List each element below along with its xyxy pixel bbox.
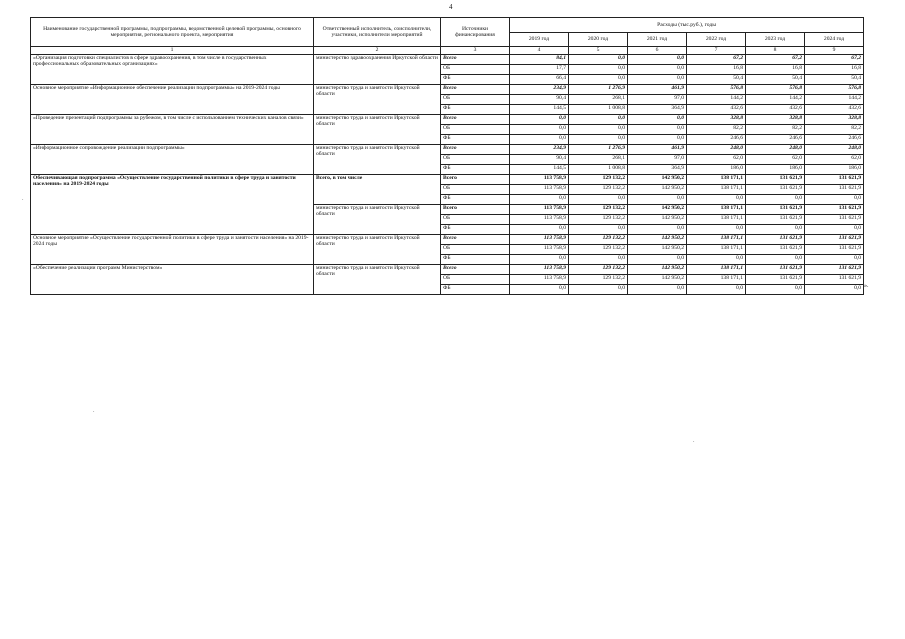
value-cell: 144,5	[510, 105, 569, 115]
value-cell: 142 950,2	[628, 185, 687, 195]
value-cell: 0,0	[510, 125, 569, 135]
value-cell: 144,2	[687, 95, 746, 105]
value-cell: 0,0	[569, 55, 628, 65]
value-cell: 576,8	[805, 85, 864, 95]
header-year: 2022 год	[687, 33, 746, 47]
funding-source-cell: Всего	[441, 145, 510, 155]
header-expenses: Расходы (тыс.руб.), годы	[510, 18, 864, 33]
value-cell: 1 276,9	[569, 145, 628, 155]
header-year: 2021 год	[628, 33, 687, 47]
value-cell: 576,8	[746, 85, 805, 95]
table-row	[31, 175, 864, 185]
funding-source-cell: ОБ	[441, 95, 510, 105]
value-cell: 0,0	[628, 75, 687, 85]
column-number: 7	[687, 47, 746, 55]
value-cell: 16,8	[687, 65, 746, 75]
value-cell: 248,0	[687, 145, 746, 155]
program-name-cell: Основное мероприятие «Информационное обеспечение реализации подпрограммы» на 2019-2024 годы	[31, 85, 314, 115]
stray-dot: .	[693, 438, 695, 444]
table-row	[31, 265, 864, 275]
value-cell: 248,0	[805, 145, 864, 155]
table-row	[31, 115, 864, 125]
value-cell: 131 621,9	[805, 205, 864, 215]
column-number: 6	[628, 47, 687, 55]
funding-source-cell: ОБ	[441, 245, 510, 255]
value-cell: 113 758,9	[510, 215, 569, 225]
value-cell: 138 171,1	[687, 245, 746, 255]
value-cell: 432,6	[746, 105, 805, 115]
value-cell: 82,2	[746, 125, 805, 135]
funding-source-cell: ФБ	[441, 255, 510, 265]
value-cell: 50,4	[687, 75, 746, 85]
value-cell: 186,0	[687, 165, 746, 175]
value-cell: 138 171,1	[687, 275, 746, 285]
executor-cell: министерство труда и занятости Иркутской области	[314, 145, 441, 175]
value-cell: 82,2	[805, 125, 864, 135]
value-cell: 138 171,1	[687, 205, 746, 215]
executor-cell: министерство здравоохранения Иркутской области	[314, 55, 441, 85]
value-cell: 131 621,9	[746, 215, 805, 225]
value-cell: 0,0	[628, 115, 687, 125]
value-cell: 0,0	[510, 225, 569, 235]
funding-source-cell: ФБ	[441, 285, 510, 295]
value-cell: 0,0	[510, 195, 569, 205]
value-cell: 82,2	[687, 125, 746, 135]
value-cell: 138 171,1	[687, 185, 746, 195]
program-name-cell: «Обеспечение реализации программ Министерством»	[31, 265, 314, 295]
value-cell: 186,0	[805, 165, 864, 175]
funding-source-cell: ОБ	[441, 155, 510, 165]
value-cell: 62,0	[687, 155, 746, 165]
funding-source-cell: ФБ	[441, 165, 510, 175]
column-number: 1	[31, 47, 314, 55]
value-cell: 0,0	[805, 285, 864, 295]
value-cell: 129 132,2	[569, 185, 628, 195]
value-cell: 0,0	[628, 125, 687, 135]
column-number: 9	[805, 47, 864, 55]
funding-source-cell: Всего	[441, 265, 510, 275]
stray-dot: .	[22, 196, 24, 202]
value-cell: 0,0	[628, 285, 687, 295]
value-cell: 62,0	[805, 155, 864, 165]
value-cell: 142 950,2	[628, 215, 687, 225]
funding-source-cell: ФБ	[441, 75, 510, 85]
value-cell: 0,0	[569, 255, 628, 265]
value-cell: 67,2	[687, 55, 746, 65]
value-cell: 0,0	[687, 225, 746, 235]
value-cell: 0,0	[569, 75, 628, 85]
value-cell: 248,0	[746, 145, 805, 155]
value-cell: 131 621,9	[805, 175, 864, 185]
value-cell: 0,0	[569, 115, 628, 125]
value-cell: 461,9	[628, 145, 687, 155]
value-cell: 0,0	[628, 55, 687, 65]
value-cell: 0,0	[569, 225, 628, 235]
value-cell: 144,2	[746, 95, 805, 105]
funding-source-cell: Всего	[441, 175, 510, 185]
value-cell: 138 171,1	[687, 215, 746, 225]
value-cell: 268,1	[569, 155, 628, 165]
header-year: 2024 год	[805, 33, 864, 47]
value-cell: 131 621,9	[805, 245, 864, 255]
value-cell: 113 758,9	[510, 175, 569, 185]
program-name-cell: «Организация подготовки специалистов в сфере здравоохранения, в том числе в государственных профессиональных образовательных организациях»	[31, 55, 314, 85]
value-cell: 17,7	[510, 65, 569, 75]
table-row	[31, 235, 864, 245]
value-cell: 0,0	[628, 65, 687, 75]
value-cell: 138 171,1	[687, 175, 746, 185]
value-cell: 364,9	[628, 105, 687, 115]
value-cell: 0,0	[510, 115, 569, 125]
value-cell: 16,8	[805, 65, 864, 75]
value-cell: 0,0	[746, 285, 805, 295]
value-cell: 1 008,8	[569, 165, 628, 175]
value-cell: 328,8	[687, 115, 746, 125]
value-cell: 0,0	[569, 125, 628, 135]
value-cell: 129 132,2	[569, 245, 628, 255]
funding-source-cell: ОБ	[441, 65, 510, 75]
value-cell: 67,2	[746, 55, 805, 65]
value-cell: 364,9	[628, 165, 687, 175]
value-cell: 328,8	[805, 115, 864, 125]
value-cell: 131 621,9	[805, 215, 864, 225]
value-cell: 0,0	[510, 255, 569, 265]
value-cell: 97,0	[628, 95, 687, 105]
funding-source-cell: ФБ	[441, 225, 510, 235]
value-cell: 129 132,2	[569, 265, 628, 275]
funding-source-cell: Всего	[441, 115, 510, 125]
value-cell: 67,2	[805, 55, 864, 65]
value-cell: 131 621,9	[746, 175, 805, 185]
value-cell: 131 621,9	[746, 265, 805, 275]
value-cell: 131 621,9	[805, 235, 864, 245]
value-cell: 131 621,9	[746, 235, 805, 245]
value-cell: 246,6	[687, 135, 746, 145]
value-cell: 50,4	[805, 75, 864, 85]
value-cell: 90,4	[510, 95, 569, 105]
value-cell: 186,0	[746, 165, 805, 175]
value-cell: 461,9	[628, 85, 687, 95]
value-cell: 129 132,2	[569, 235, 628, 245]
funding-source-cell: ФБ	[441, 135, 510, 145]
funding-source-cell: ОБ	[441, 275, 510, 285]
value-cell: 0,0	[746, 195, 805, 205]
page-number: 4	[449, 3, 453, 11]
table-body	[31, 55, 864, 295]
value-cell: 432,6	[805, 105, 864, 115]
value-cell: 246,6	[805, 135, 864, 145]
program-name-cell: Основное мероприятие «Осуществление государственной политики в сфере труда и занятости населения» на 2019-2024 годы	[31, 235, 314, 265]
value-cell: 129 132,2	[569, 275, 628, 285]
value-cell: 97,0	[628, 155, 687, 165]
executor-cell: Всего, в том числе	[314, 175, 441, 205]
value-cell: 0,0	[687, 195, 746, 205]
table-row	[31, 55, 864, 65]
value-cell: 113 758,9	[510, 265, 569, 275]
value-cell: 144,2	[805, 95, 864, 105]
value-cell: 0,0	[805, 225, 864, 235]
executor-cell: министерство труда и занятости Иркутской области	[314, 205, 441, 235]
value-cell: 0,0	[628, 135, 687, 145]
value-cell: 0,0	[687, 285, 746, 295]
column-number: 3	[441, 47, 510, 55]
value-cell: 113 758,9	[510, 185, 569, 195]
value-cell: 138 171,1	[687, 235, 746, 245]
executor-cell: министерство труда и занятости Иркутской области	[314, 235, 441, 265]
value-cell: 0,0	[805, 195, 864, 205]
value-cell: 131 621,9	[746, 185, 805, 195]
value-cell: 142 950,2	[628, 245, 687, 255]
value-cell: 113 758,9	[510, 245, 569, 255]
value-cell: 328,8	[746, 115, 805, 125]
value-cell: 0,0	[569, 195, 628, 205]
value-cell: 131 621,9	[746, 275, 805, 285]
value-cell: 131 621,9	[805, 275, 864, 285]
value-cell: 142 950,2	[628, 205, 687, 215]
value-cell: 0,0	[628, 195, 687, 205]
header-executor: Ответственный исполнитель, соисполнители, участники, исполнители мероприятий	[314, 18, 441, 47]
value-cell: 131 621,9	[746, 205, 805, 215]
value-cell: 90,4	[510, 155, 569, 165]
value-cell: 131 621,9	[805, 265, 864, 275]
column-number: 4	[510, 47, 569, 55]
value-cell: 0,0	[805, 255, 864, 265]
value-cell: 113 758,9	[510, 235, 569, 245]
funding-source-cell: Всего	[441, 235, 510, 245]
value-cell: 0,0	[746, 255, 805, 265]
funding-source-cell: ОБ	[441, 125, 510, 135]
funding-source-cell: Всего	[441, 205, 510, 215]
value-cell: 129 132,2	[569, 215, 628, 225]
value-cell: 16,8	[746, 65, 805, 75]
value-cell: 142 950,2	[628, 275, 687, 285]
funding-source-cell: ОБ	[441, 215, 510, 225]
executor-cell: министерство труда и занятости Иркутской области	[314, 265, 441, 295]
value-cell: 1 276,9	[569, 85, 628, 95]
value-cell: 84,1	[510, 55, 569, 65]
value-cell: 432,6	[687, 105, 746, 115]
value-cell: 142 950,2	[628, 175, 687, 185]
value-cell: 234,9	[510, 85, 569, 95]
header-funding-source: Источники финансирования	[441, 18, 510, 47]
program-name-cell: «Информационное сопровождение реализации подпрограммы»	[31, 145, 314, 175]
value-cell: 62,0	[746, 155, 805, 165]
header-program-name: Наименование государственной программы, подпрограммы, ведомственной целевой программы, основного мероприятия, регионального проекта, мероприятия	[31, 18, 314, 47]
value-cell: 66,4	[510, 75, 569, 85]
program-name-cell: «Проведение презентаций подпрограммы за рубежом, в том числе с использованием технических каналов связи»	[31, 115, 314, 145]
value-cell: 268,1	[569, 95, 628, 105]
value-cell: 0,0	[569, 135, 628, 145]
funding-source-cell: Всего	[441, 55, 510, 65]
value-cell: 0,0	[510, 135, 569, 145]
value-cell: 129 132,2	[569, 205, 628, 215]
value-cell: 142 950,2	[628, 265, 687, 275]
column-number: 2	[314, 47, 441, 55]
header-year: 2020 год	[569, 33, 628, 47]
value-cell: 142 950,2	[628, 235, 687, 245]
expenses-table	[30, 17, 864, 295]
funding-source-cell: ОБ	[441, 185, 510, 195]
program-name-cell: Обеспечивающая подпрограмма «Осуществление государственной политики в сфере труда и занятости населения» на 2019-2024 годы	[31, 175, 314, 235]
table-row	[31, 85, 864, 95]
value-cell: 0,0	[687, 255, 746, 265]
funding-source-cell: ФБ	[441, 105, 510, 115]
executor-cell: министерство труда и занятости Иркутской области	[314, 85, 441, 115]
value-cell: 0,0	[569, 285, 628, 295]
stray-dot: .	[93, 408, 95, 414]
value-cell: 0,0	[510, 285, 569, 295]
value-cell: 144,5	[510, 165, 569, 175]
value-cell: 0,0	[628, 225, 687, 235]
value-cell: 1 008,8	[569, 105, 628, 115]
funding-source-cell: Всего	[441, 85, 510, 95]
value-cell: 131 621,9	[805, 185, 864, 195]
value-cell: 0,0	[628, 255, 687, 265]
value-cell: 234,9	[510, 145, 569, 155]
funding-source-cell: ФБ	[441, 195, 510, 205]
header-year: 2019 год	[510, 33, 569, 47]
value-cell: 0,0	[569, 65, 628, 75]
value-cell: 246,6	[746, 135, 805, 145]
value-cell: 0,0	[746, 225, 805, 235]
value-cell: 576,8	[687, 85, 746, 95]
executor-cell: министерство труда и занятости Иркутской области	[314, 115, 441, 145]
header-year: 2023 год	[746, 33, 805, 47]
value-cell: 138 171,1	[687, 265, 746, 275]
value-cell: 50,4	[746, 75, 805, 85]
value-cell: 113 758,9	[510, 275, 569, 285]
table-row	[31, 145, 864, 155]
value-cell: 113 758,9	[510, 205, 569, 215]
closing-quote-mark: ».	[864, 283, 869, 289]
value-cell: 131 621,9	[746, 245, 805, 255]
column-number: 5	[569, 47, 628, 55]
column-number: 8	[746, 47, 805, 55]
value-cell: 129 132,2	[569, 175, 628, 185]
